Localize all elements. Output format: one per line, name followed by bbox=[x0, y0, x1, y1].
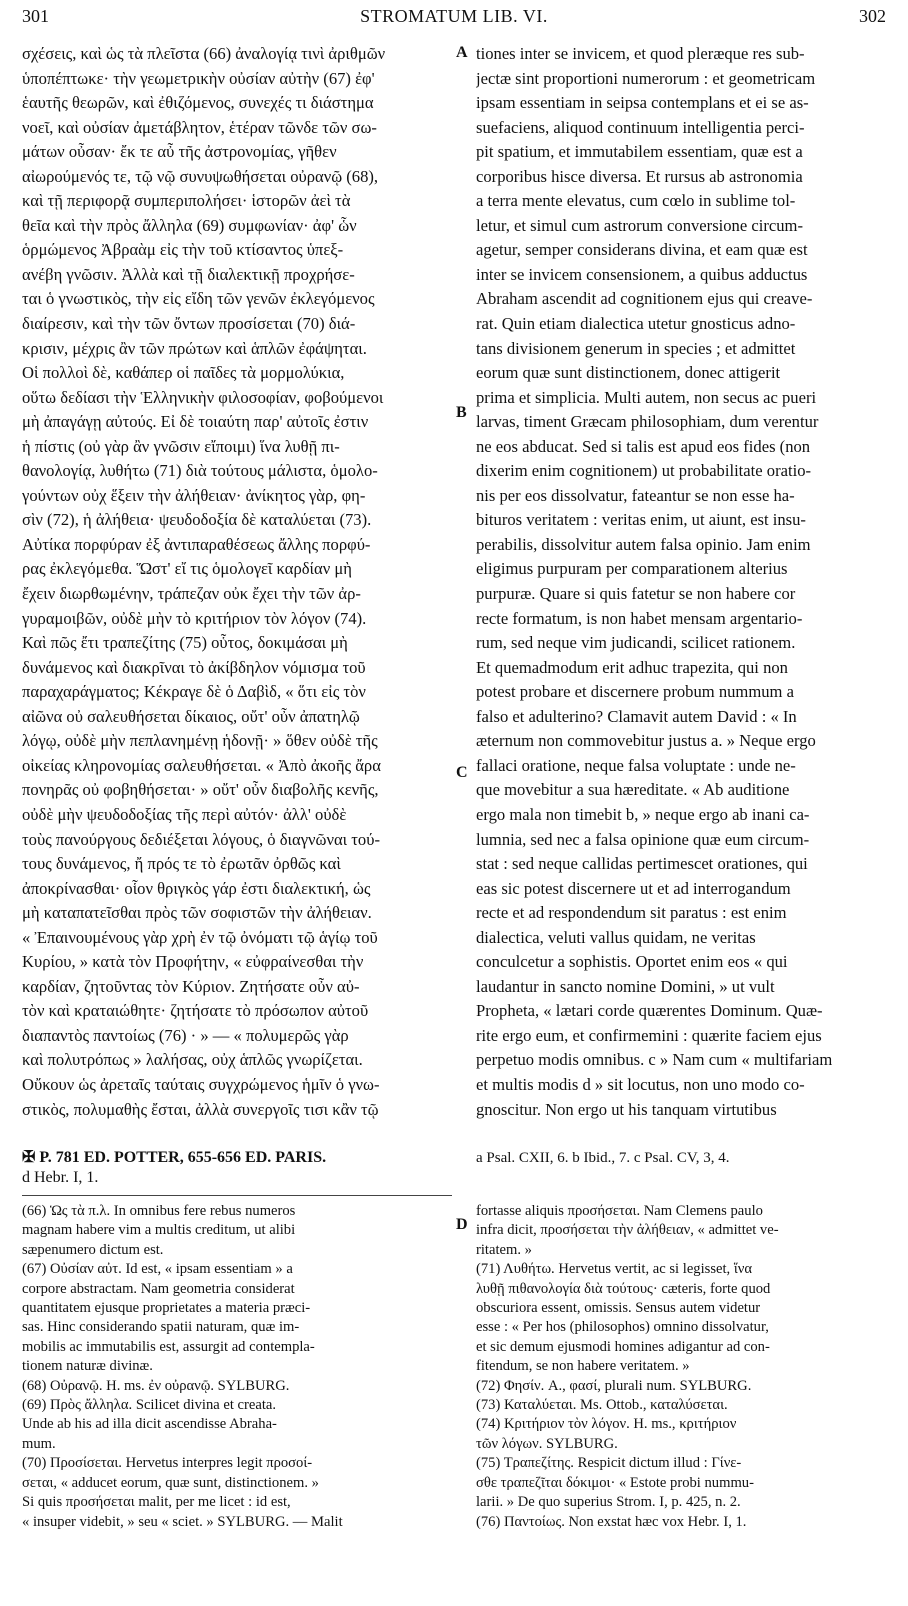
greek-text-line: Κυρίου, » κατὰ τὸν Προφήτην, « εὐφραίνεσθαι τὴν bbox=[22, 952, 364, 972]
margin-marker-c: C bbox=[456, 764, 468, 781]
note-line: (76) Παντοίως. Non exstat hæc vox Hebr. I, 1. bbox=[476, 1513, 747, 1530]
note-line: corpore abstractam. Nam geometria considerat bbox=[22, 1280, 295, 1297]
latin-text-line: et multis modis d » sit locutus, non uno modo co- bbox=[476, 1074, 805, 1094]
latin-text-line: jectæ sint proportioni numerorum : et geometricam bbox=[476, 68, 816, 88]
note-line: (73) Καταλύεται. Ms. Ottob., καταλύσεται. bbox=[476, 1397, 728, 1414]
latin-text-line: que movebitur a sua hæreditate. « Ab auditione bbox=[476, 780, 790, 800]
latin-text-line: pit spatium, et immutabilem essentiam, quæ est a bbox=[476, 142, 803, 162]
note-line: sæpenumero dictum est. bbox=[22, 1241, 164, 1258]
latin-text-line: falso et adulterino? Clamavit autem David : « In bbox=[476, 706, 797, 726]
greek-text-line: ἑαυτῆς θεωρῶν, καὶ ἐθιζόμενος, συνεχές τι διάστημα bbox=[22, 93, 374, 113]
greek-text-line: λόγῳ, οὐδὲ μὴν πεπλανημένῃ ἡδονῇ· » ὅθεν οὐδὲ τῆς bbox=[22, 731, 378, 751]
greek-text-line: ὑποπέπτωκε· τὴν γεωμετρικὴν οὐσίαν αὐτὴν (67) ἐφ' bbox=[22, 68, 375, 88]
greek-text-line: διαπαντὸς παντοίως (76) · » — « πολυμερῶς γὰρ bbox=[22, 1025, 349, 1045]
greek-text-line: Αὐτίκα πορφύραν ἐξ ἀντιπαραθέσεως ἄλλης πορφύ- bbox=[22, 534, 371, 554]
note-line: obscuriora essent, omissis. Sensus autem videtur bbox=[476, 1300, 761, 1317]
greek-text-line: αἰῶνα οὐ σαλευθήσεται δίκαιος, οὔτ' οὖν ἀπατηλῷ bbox=[22, 706, 360, 726]
latin-text-line: rat. Quin etiam dialectica utetur gnosticus adno- bbox=[476, 314, 796, 334]
note-line: « insuper videbit, » seu « sciet. » SYLBURG. — Malit bbox=[22, 1513, 343, 1530]
latin-text-line: ne eos abducat. Sed si talis est apud eos fides (non bbox=[476, 436, 811, 456]
greek-text-line: ρας ἐκλεγόμεθα. Ὥστ' εἴ τις ὁμολογεῖ καρδίαν μὴ bbox=[22, 559, 352, 579]
latin-text-line: Et quemadmodum erit adhuc trapezita, qui non bbox=[476, 657, 788, 677]
latin-text-line: tiones inter se invicem, et quod pleræque res sub- bbox=[476, 44, 805, 63]
latin-text-line: nis per eos dissolvatur, fateantur se non esse ha- bbox=[476, 485, 795, 505]
latin-text-line: tans divisionem generum in species ; et admittet bbox=[476, 338, 796, 358]
note-line: τῶν λόγων. SYLBURG. bbox=[476, 1435, 618, 1452]
latin-text-line: dialectica, veluti vallus quidam, ne veritas bbox=[476, 927, 756, 947]
notes-right-column bbox=[476, 1202, 892, 1532]
note-line: Si quis προσήσεται malit, per me licet : id est, bbox=[22, 1494, 291, 1511]
left-page-number: 301 bbox=[22, 6, 49, 26]
latin-text-line: lumnia, sed nec a falsa opinione quæ eum circum- bbox=[476, 829, 810, 849]
greek-text-line: στικὸς, πολυμαθὴς ἔσται, ἀλλὰ συνεργοῖς τισι κἂν τῷ bbox=[22, 1099, 379, 1119]
greek-text-line: ὁρμώμενος Ἀβραὰμ εἰς τὴν τοῦ κτίσαντος ὑπεξ- bbox=[22, 240, 344, 260]
note-line: quantitatem ejusque proprietates a materia præci- bbox=[22, 1300, 311, 1317]
greek-text-line: μὴ καταπατεῖσθαι πρὸς τῶν σοφιστῶν τὴν ἀλήθειαν. bbox=[22, 903, 372, 923]
greek-text-line: γούντων οὐχ ἕξειν τὴν ἀλήθειαν· ἀνίκητος γὰρ, φη- bbox=[22, 485, 366, 505]
latin-text-line: suefaciens, aliquod continuum intelligentia perci- bbox=[476, 117, 805, 137]
greek-text-line: δυνάμενος καὶ διακρῖναι τὸ ἀκίβδηλον νόμισμα τοῦ bbox=[22, 657, 366, 677]
greek-text-line: ται ὁ γνωστικὸς, τὴν εἰς εἴδη τῶν γενῶν ἐκλεγόμενος bbox=[22, 289, 375, 309]
right-page-number: 302 bbox=[859, 6, 886, 26]
greek-text-column bbox=[22, 42, 452, 1122]
latin-text-line: eorum quæ sunt distinctionem, donec attigerit bbox=[476, 363, 781, 383]
latin-text-line: æternum non commovebitur justus a. » Neque ergo bbox=[476, 731, 816, 751]
margin-marker-b: B bbox=[456, 404, 467, 421]
latin-text-line: inter se invicem consensionem, a quibus adductus bbox=[476, 264, 808, 284]
running-title: STROMATUM LIB. VI. bbox=[360, 6, 548, 26]
note-line: λυθῇ πιθανολογία διὰ τούτους· cæteris, forte quod bbox=[476, 1280, 771, 1297]
greek-text-line: οἰκείας κληρονομίας σαλευθήσεται. « Ἀπὸ ἀκοῆς ἄρα bbox=[22, 755, 381, 775]
note-line: et sic demum ejusmodi homines adigantur ad con- bbox=[476, 1338, 770, 1355]
greek-text-line: αἰωρούμενός τε, τῷ νῷ συνυψωθήσεται οὐρανῷ (68), bbox=[22, 166, 379, 186]
note-line: fitendum, se non habere veritatem. » bbox=[476, 1358, 690, 1375]
greek-text-line: τους δυνάμενος, ἤ πρός τε τὸ ἐρωτᾶν ὀρθῶς καὶ bbox=[22, 854, 341, 874]
latin-text-line: Abraham ascendit ad cognitionem ejus qui creave- bbox=[476, 289, 813, 309]
hebrews-footnote: d Hebr. I, 1. bbox=[22, 1169, 99, 1186]
greek-text-line: διαίρεσιν, καὶ τὴν τῶν ὄντων προσίσεται (70) διά- bbox=[22, 314, 356, 334]
latin-text-line: recte et ad respondendum sit paratus : est enim bbox=[476, 903, 787, 923]
greek-text-line: καὶ τῇ περιφορᾷ συμπεριπολήσει· ἱστορῶν ἀεὶ τὰ bbox=[22, 191, 351, 211]
latin-text-line: rite ergo eum, et confirmemini : quærite faciem ejus bbox=[476, 1025, 822, 1045]
note-line: mobilis ac immutabilis est, assurgit ad contempla- bbox=[22, 1338, 315, 1355]
greek-text-line: γυραμοιβῶν, οὐδὲ μὴν τὸ κριτήριον τὸν λόγον (74). bbox=[22, 608, 367, 628]
latin-text-line: bituros veritatem : veritas enim, ut aiunt, est insu- bbox=[476, 510, 806, 530]
note-line: (67) Οὐσίαν αὐτ. Id est, « ipsam essentiam » a bbox=[22, 1261, 293, 1278]
note-line: larii. » De quo superius Strom. I, p. 425, n. 2. bbox=[476, 1494, 741, 1511]
note-line: esse : « Per hos (philosophos) omnino dissolvatur, bbox=[476, 1319, 769, 1336]
greek-text-line: σχέσεις, καὶ ὡς τὰ πλεῖστα (66) ἀναλογίᾳ τινὶ ἀριθμῶν bbox=[22, 44, 386, 63]
note-line: Unde ab his ad illa dicit ascendisse Abraha- bbox=[22, 1416, 277, 1433]
latin-text-line: laudantur in sancto nomine Domini, » ut vult bbox=[476, 976, 775, 996]
latin-text-line: rum, sed neque vim judicandi, scilicet rationem. bbox=[476, 633, 796, 653]
note-line: (74) Κριτήριον τὸν λόγον. H. ms., κριτήριον bbox=[476, 1416, 737, 1433]
latin-text-line: gnoscitur. Non ergo ut his tanquam virtutibus bbox=[476, 1099, 777, 1119]
note-line: (71) Λυθήτω. Hervetus vertit, ac si legisset, ἵνα bbox=[476, 1261, 753, 1278]
latin-text-line: fallaci oratione, neque falsa voluptate : unde ne- bbox=[476, 755, 796, 775]
latin-text-line: perabilis, dissolvitur autem falsa opinio. Jam enim bbox=[476, 534, 811, 554]
latin-text-line: recte formatum, is non habet mensam argentario- bbox=[476, 608, 803, 628]
notes-left-column bbox=[22, 1202, 452, 1532]
note-line: (68) Οὐρανῷ. H. ms. ἐν οὐρανῷ. SYLBURG. bbox=[22, 1377, 290, 1394]
greek-text-line: κρισιν, μέχρις ἂν τῶν πρώτων καὶ ἁπλῶν ἐφάψηται. bbox=[22, 338, 367, 358]
margin-marker-d: D bbox=[456, 1216, 468, 1233]
running-header bbox=[22, 6, 886, 32]
greek-text-line: νοεῖ, καὶ οὐσίαν ἀμετάβλητον, ἑτέραν τῶνδε τῶν σω- bbox=[22, 117, 377, 137]
latin-text-line: eligimus purpuram per comparationem alterius bbox=[476, 559, 788, 579]
note-line: σεται, « adducet eorum, quæ sunt, distinctionem. » bbox=[22, 1474, 319, 1491]
latin-text-line: larvas, timent Græcam philosophiam, dum verentur bbox=[476, 412, 819, 432]
note-line: σθε τραπεζῖται δόκιμοι· « Estote probi nummu- bbox=[476, 1474, 754, 1491]
greek-text-line: ἡ πίστις (οὐ γὰρ ἂν γνῶσιν εἴποιμι) ἵνα λυθῇ πι- bbox=[22, 436, 340, 456]
note-line: sas. Hinc considerando spatii naturam, quæ im- bbox=[22, 1319, 300, 1336]
latin-footnotes: a Psal. CXII, 6. b Ibid., 7. c Psal. CV, 3, 4. bbox=[476, 1150, 730, 1166]
note-line: (70) Προσίσεται. Hervetus interpres legit προσοί- bbox=[22, 1455, 313, 1472]
latin-text-line: stat : sed neque callidas pertimescet orationes, qui bbox=[476, 854, 808, 874]
latin-text-line: Propheta, « lætari corde quærentes Dominum. Quæ- bbox=[476, 1001, 823, 1021]
greek-text-line: θανολογίᾳ, λυθήτω (71) διὰ τούτους μάλιστα, ὁμολο- bbox=[22, 461, 378, 481]
greek-text-line: οὕτω δεδίασι τὴν Ἑλληνικὴν φιλοσοφίαν, φοβούμενοι bbox=[22, 387, 384, 407]
footnote-divider-left bbox=[22, 1195, 452, 1196]
latin-text-line: perpetuo modis omnibus. c » Nam cum « multifariam bbox=[476, 1050, 833, 1070]
note-line: (75) Τραπεζίτης. Respicit dictum illud : Γίνε- bbox=[476, 1455, 742, 1472]
latin-text-line: letur, et simul cum astrorum conversione circum- bbox=[476, 215, 803, 235]
greek-text-line: μὴ ἀπαγάγῃ αὐτούς. Εἰ δὲ τοιαύτη παρ' αὐτοῖς ἐστιν bbox=[22, 412, 369, 432]
note-line: (72) Φησίν. A., φασί, plurali num. SYLBURG. bbox=[476, 1377, 752, 1394]
note-line: mum. bbox=[22, 1435, 56, 1452]
note-line: magnam habere vim a multis creditum, ut alibi bbox=[22, 1222, 296, 1239]
greek-text-line: καρδίαν, ζητοῦντας τὸν Κύριον. Ζητήσατε οὖν αὐ- bbox=[22, 976, 360, 996]
greek-text-line: σὶν (72), ἡ ἀλήθεια· ψευδοδοξία δὲ καταλύεται (73). bbox=[22, 510, 372, 530]
latin-text-line: eas sic potest discernere ut et ad interrogandum bbox=[476, 878, 791, 898]
note-line: (66) Ὡς τὰ π.λ. In omnibus fere rebus numeros bbox=[22, 1203, 296, 1219]
latin-text-line: ergo mala non timebit b, » neque ergo ab inani ca- bbox=[476, 804, 810, 824]
latin-text-line: agetur, semper considerans divina, et eam quæ est bbox=[476, 240, 808, 260]
greek-text-line: καὶ πολυτρόπως » λαλήσας, οὐχ ἁπλῶς γνωρίζεται. bbox=[22, 1050, 363, 1070]
latin-text-line: purpuræ. Quare si quis fatetur se non habere cor bbox=[476, 584, 796, 604]
potter-reference-line: ✠ P. 781 ED. POTTER, 655-656 ED. PARIS. bbox=[22, 1149, 327, 1166]
greek-text-line: Οὔκουν ὡς ἀρεταῖς ταύταις συγχρώμενος ἡμῖν ὁ γνω- bbox=[22, 1074, 380, 1094]
note-line: fortasse aliquis προσήσεται. Nam Clemens paulo bbox=[476, 1203, 763, 1219]
latin-text-line: a terra mente elevatus, cum cœlo in sublime tol- bbox=[476, 191, 796, 211]
latin-text-line: prima et simplicia. Multi autem, non secus ac pueri bbox=[476, 387, 817, 407]
greek-text-line: θεῖα καὶ τὴν πρὸς ἄλληλα (69) συμφωνίαν· ἀφ' ὧν bbox=[22, 215, 357, 235]
latin-text-line: ipsam essentiam in seipsa contemplans et ei se as- bbox=[476, 93, 809, 113]
greek-text-line: πονηρᾶς οὐ φοβηθήσεται· » οὔτ' οὖν διαβολῆς κενῆς, bbox=[22, 780, 379, 800]
note-line: infra dicit, προσήσεται τὴν ἀλήθειαν, « admittet ve- bbox=[476, 1222, 779, 1239]
latin-text-column bbox=[476, 42, 892, 1122]
greek-text-line: παραχαράγματος; Κέκραγε δὲ ὁ Δαβὶδ, « ὅτι εἰς τὸν bbox=[22, 682, 366, 702]
greek-text-line: Οἱ πολλοὶ δὲ, καθάπερ οἱ παῖδες τὰ μορμολύκια, bbox=[22, 363, 345, 383]
latin-text-line: conculcetur a sophistis. Oportet enim eos « qui bbox=[476, 952, 788, 972]
note-line: ritatem. » bbox=[476, 1241, 532, 1258]
greek-text-line: « Ἐπαινουμένους γὰρ χρὴ ἐν τῷ ὀνόματι τῷ ἁγίῳ τοῦ bbox=[22, 927, 378, 947]
note-line: (69) Πρὸς ἄλληλα. Scilicet divina et creata. bbox=[22, 1397, 277, 1414]
latin-text-line: dixerim enim cognitionem) ut probabilitate oratio- bbox=[476, 461, 812, 481]
latin-text-line: corporibus hisce diversa. Et rursus ab astronomia bbox=[476, 166, 803, 186]
greek-text-line: ανέβη γνῶσιν. Ἀλλὰ καὶ τῇ διαλεκτικῇ προχρήσε- bbox=[22, 264, 355, 284]
greek-text-line: οὐδὲ μὴν ψευδοδοξίας τῆς περὶ αὐτόν· ἀλλ' οὐδὲ bbox=[22, 804, 347, 824]
greek-text-line: τοὺς πανούργους δεδιέξεται λόγους, ὁ διαγνῶναι τού- bbox=[22, 829, 380, 849]
greek-text-line: ἀποκρίνασθαι· οἷον θριγκὸς γάρ ἐστι διαλεκτική, ὡς bbox=[22, 878, 371, 898]
greek-text-line: Καὶ πῶς ἔτι τραπεζίτης (75) οὗτος, δοκιμάσαι μὴ bbox=[22, 633, 348, 653]
greek-text-line: ἔχειν διωρθωμένην, τράπεζαν οὐκ ἔχει τὴν τῶν ἀρ- bbox=[22, 584, 361, 604]
edition-reference bbox=[22, 1148, 452, 1188]
greek-text-line: τὸν καὶ κραταιώθητε· ζητήσατε τὸ πρόσωπον αὐτοῦ bbox=[22, 1001, 369, 1021]
latin-text-line: potest probare et discernere probum nummum a bbox=[476, 682, 794, 702]
greek-text-line: μάτων οὖσαν· ἔκ τε αὖ τῆς ἀστρονομίας, γῆθεν bbox=[22, 142, 337, 162]
note-line: tionem naturæ divinæ. bbox=[22, 1358, 153, 1375]
margin-marker-a: A bbox=[456, 44, 468, 61]
